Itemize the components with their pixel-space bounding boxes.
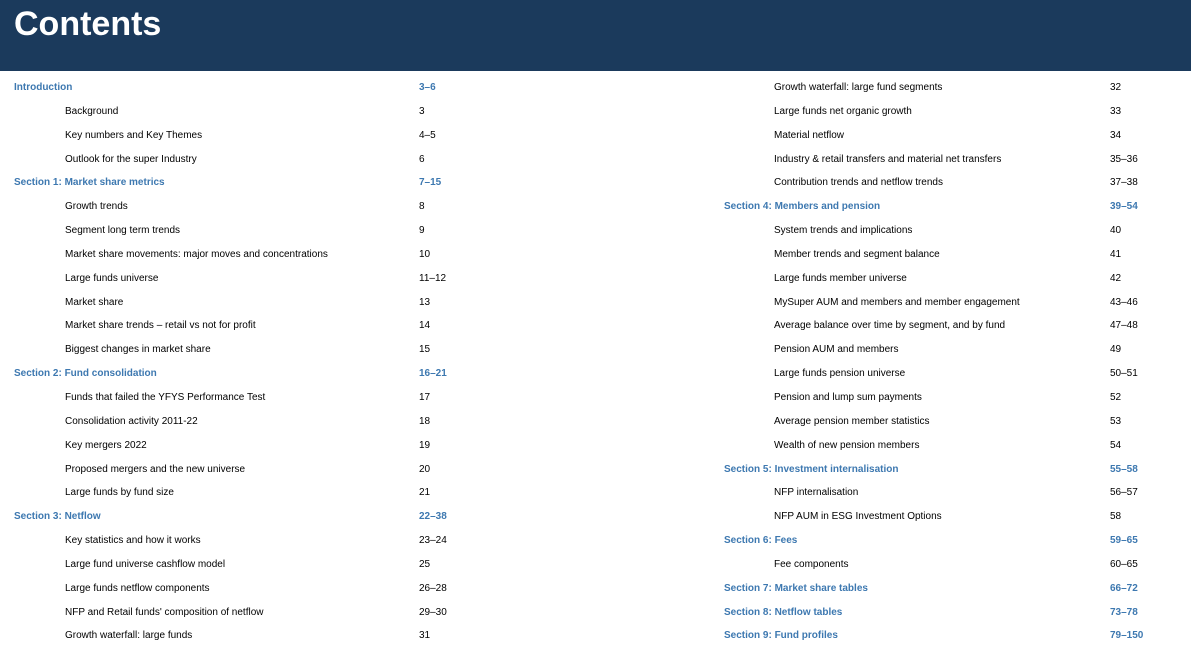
toc-page-range: 3 <box>419 105 425 117</box>
toc-entry-label: Biggest changes in market share <box>65 344 211 356</box>
toc-section-heading[interactable] <box>595 195 1191 219</box>
toc-page-range: 60–65 <box>1110 558 1138 570</box>
toc-page-range: 43–46 <box>1110 296 1138 308</box>
toc-entry-label: Contribution trends and netflow trends <box>774 177 943 189</box>
toc-page-range: 7–15 <box>419 177 442 189</box>
toc-section-heading[interactable] <box>0 362 595 386</box>
toc-page-range: 13 <box>419 296 431 308</box>
toc-entry[interactable] <box>595 171 1191 195</box>
toc-entry[interactable] <box>0 601 595 625</box>
toc-section-heading[interactable] <box>595 601 1191 625</box>
toc-entry[interactable] <box>595 148 1191 172</box>
toc-entry-label: Key mergers 2022 <box>65 439 147 451</box>
toc-page-range: 35–36 <box>1110 153 1138 165</box>
toc-page-range: 53 <box>1110 415 1122 427</box>
toc-entry-label: Outlook for the super Industry <box>65 153 197 165</box>
toc-entry[interactable] <box>0 100 595 124</box>
toc-entry-label: Section 4: Members and pension <box>724 201 881 213</box>
toc-entry[interactable] <box>595 291 1191 315</box>
toc-entry[interactable] <box>595 243 1191 267</box>
toc-entry-label: Proposed mergers and the new universe <box>65 463 246 475</box>
toc-page-range: 73–78 <box>1110 606 1138 618</box>
toc-page-range: 15 <box>419 344 431 356</box>
toc-left-column <box>0 76 595 648</box>
toc-page-range: 39–54 <box>1110 201 1138 213</box>
toc-entry[interactable] <box>0 458 595 482</box>
toc-entry[interactable] <box>595 362 1191 386</box>
toc-entry-label: Consolidation activity 2011-22 <box>65 415 198 427</box>
toc-section-heading[interactable] <box>0 505 595 529</box>
toc-page-range: 19 <box>419 439 431 451</box>
toc-page-range: 41 <box>1110 248 1122 260</box>
toc-entry-label: Section 1: Market share metrics <box>14 177 165 189</box>
toc-entry-label: Funds that failed the YFYS Performance Test <box>65 391 266 403</box>
toc-page-range: 6 <box>419 153 425 165</box>
toc-entry[interactable] <box>595 386 1191 410</box>
toc-entry[interactable] <box>595 505 1191 529</box>
toc-page-range: 50–51 <box>1110 368 1138 380</box>
toc-entry[interactable] <box>595 481 1191 505</box>
toc-page-range: 16–21 <box>419 368 447 380</box>
toc-section-heading[interactable] <box>0 76 595 100</box>
toc-page-range: 11–12 <box>419 272 447 284</box>
toc-entry[interactable] <box>0 553 595 577</box>
toc-page-range: 32 <box>1110 82 1122 93</box>
toc-entry-label: Large fund universe cashflow model <box>65 558 226 570</box>
toc-entry[interactable] <box>595 100 1191 124</box>
toc-entry-label: Growth trends <box>65 201 128 213</box>
toc-entry-label: Section 7: Market share tables <box>724 582 868 594</box>
toc-entry-label: Pension and lump sum payments <box>774 391 922 403</box>
toc-page-range: 31 <box>419 630 431 642</box>
toc-entry-label: Pension AUM and members <box>774 344 899 356</box>
toc-entry-label: Market share <box>65 296 124 308</box>
toc-entry[interactable] <box>595 124 1191 148</box>
toc-entry-label: NFP AUM in ESG Investment Options <box>774 511 942 523</box>
toc-section-heading[interactable] <box>0 171 595 195</box>
toc-entry[interactable] <box>0 291 595 315</box>
toc-entry[interactable] <box>595 314 1191 338</box>
toc-entry-label: Large funds netflow components <box>65 582 210 594</box>
toc-section-heading[interactable] <box>595 529 1191 553</box>
toc-section-heading[interactable] <box>595 624 1191 648</box>
toc-entry[interactable] <box>0 577 595 601</box>
toc-entry-label: Section 8: Netflow tables <box>724 606 843 618</box>
toc-entry-label: Segment long term trends <box>65 225 181 237</box>
toc-entry[interactable] <box>0 386 595 410</box>
toc-entry-label: Large funds universe <box>65 272 159 284</box>
toc-page-range: 18 <box>419 415 431 427</box>
toc-entry-label: Section 2: Fund consolidation <box>14 368 157 380</box>
toc-page-range: 25 <box>419 558 431 570</box>
page-title: Contents <box>14 5 162 43</box>
toc-page-range: 14 <box>419 320 431 332</box>
toc-page-range: 40 <box>1110 225 1122 237</box>
toc-entry[interactable] <box>0 434 595 458</box>
toc-entry[interactable] <box>595 219 1191 243</box>
toc-entry-label: Large funds net organic growth <box>774 105 912 117</box>
toc-page-range: 79–150 <box>1110 630 1144 642</box>
toc-entry-label: Large funds by fund size <box>65 487 174 499</box>
toc-section-heading[interactable] <box>595 458 1191 482</box>
toc-entry-label: Material netflow <box>774 129 845 141</box>
toc-entry-label: Average balance over time by segment, and by fund <box>774 320 1006 332</box>
toc-entry-label: Large funds pension universe <box>774 368 906 380</box>
toc-entry-label: Growth waterfall: large funds <box>65 630 193 642</box>
toc-entry-label: Section 5: Investment internalisation <box>724 463 899 475</box>
toc-section-heading[interactable] <box>595 577 1191 601</box>
toc-entry-label: Industry & retail transfers and material net transfers <box>774 153 1002 165</box>
toc-page-range: 8 <box>419 201 425 213</box>
toc-page-range: 4–5 <box>419 129 436 141</box>
toc-entry-label: Wealth of new pension members <box>774 439 920 451</box>
toc-entry-label: Market share trends – retail vs not for profit <box>65 320 256 332</box>
toc-page-range: 42 <box>1110 272 1122 284</box>
toc-page-range: 59–65 <box>1110 535 1138 547</box>
toc-entry-label: System trends and implications <box>774 225 913 237</box>
toc-page-range: 23–24 <box>419 535 447 547</box>
toc-page-range: 29–30 <box>419 606 447 618</box>
toc-entry-label: Key numbers and Key Themes <box>65 129 203 141</box>
toc-entry[interactable] <box>0 338 595 362</box>
toc-entry[interactable] <box>0 481 595 505</box>
toc-page-range: 17 <box>419 391 431 403</box>
toc-entry[interactable] <box>0 624 595 648</box>
toc-page-range: 66–72 <box>1110 582 1138 594</box>
toc-entry-label: Section 9: Fund profiles <box>724 630 838 642</box>
toc-page-range: 52 <box>1110 391 1122 403</box>
toc-entry-label: Section 3: Netflow <box>14 511 101 523</box>
toc-page-range: 47–48 <box>1110 320 1138 332</box>
toc-page-range: 55–58 <box>1110 463 1138 475</box>
toc-entry[interactable] <box>0 124 595 148</box>
toc-entry-label: Key statistics and how it works <box>65 535 201 547</box>
toc-entry-label: Member trends and segment balance <box>774 248 940 260</box>
toc-entry[interactable] <box>0 410 595 434</box>
toc-page-range: 21 <box>419 487 431 499</box>
header-banner <box>0 0 1191 71</box>
toc-entry[interactable] <box>0 219 595 243</box>
toc-page-range: 22–38 <box>419 511 447 523</box>
toc-entry-label: NFP and Retail funds' composition of netflow <box>65 606 264 618</box>
toc-entry-label: Introduction <box>14 82 73 93</box>
toc-entry-label: MySuper AUM and members and member engagement <box>774 296 1020 308</box>
toc-entry[interactable] <box>0 195 595 219</box>
toc-page-range: 33 <box>1110 105 1122 117</box>
toc-page-range: 3–6 <box>419 82 436 93</box>
toc-page-range: 56–57 <box>1110 487 1138 499</box>
toc-entry[interactable] <box>595 338 1191 362</box>
toc-entry[interactable] <box>0 243 595 267</box>
toc-page-range: 49 <box>1110 344 1122 356</box>
toc-entry[interactable] <box>0 148 595 172</box>
toc-entry[interactable] <box>0 314 595 338</box>
toc-entry-label: Average pension member statistics <box>774 415 930 427</box>
toc-page-range: 37–38 <box>1110 177 1138 189</box>
toc-page-range: 10 <box>419 248 431 260</box>
toc-page-range: 58 <box>1110 511 1122 523</box>
toc-right-column <box>595 76 1191 648</box>
toc-page-range: 20 <box>419 463 431 475</box>
toc-entry-label: Section 6: Fees <box>724 535 798 547</box>
toc-entry-label: Market share movements: major moves and concentrations <box>65 248 328 260</box>
toc-page-range: 26–28 <box>419 582 447 594</box>
toc-page-range: 9 <box>419 225 425 237</box>
toc-entry[interactable] <box>595 410 1191 434</box>
toc-page-range: 34 <box>1110 129 1122 141</box>
toc-entry-label: Growth waterfall: large fund segments <box>774 82 943 93</box>
toc-entry[interactable] <box>0 529 595 553</box>
toc-entry[interactable] <box>595 267 1191 291</box>
toc-entry-label: Large funds member universe <box>774 272 907 284</box>
toc-entry-label: Background <box>65 105 119 117</box>
toc-entry[interactable] <box>595 434 1191 458</box>
toc-entry-label: Fee components <box>774 558 849 570</box>
toc-entry[interactable] <box>595 553 1191 577</box>
toc-entry[interactable] <box>0 267 595 291</box>
toc-entry[interactable] <box>595 76 1191 100</box>
toc-page-range: 54 <box>1110 439 1122 451</box>
toc-entry-label: NFP internalisation <box>774 487 859 499</box>
